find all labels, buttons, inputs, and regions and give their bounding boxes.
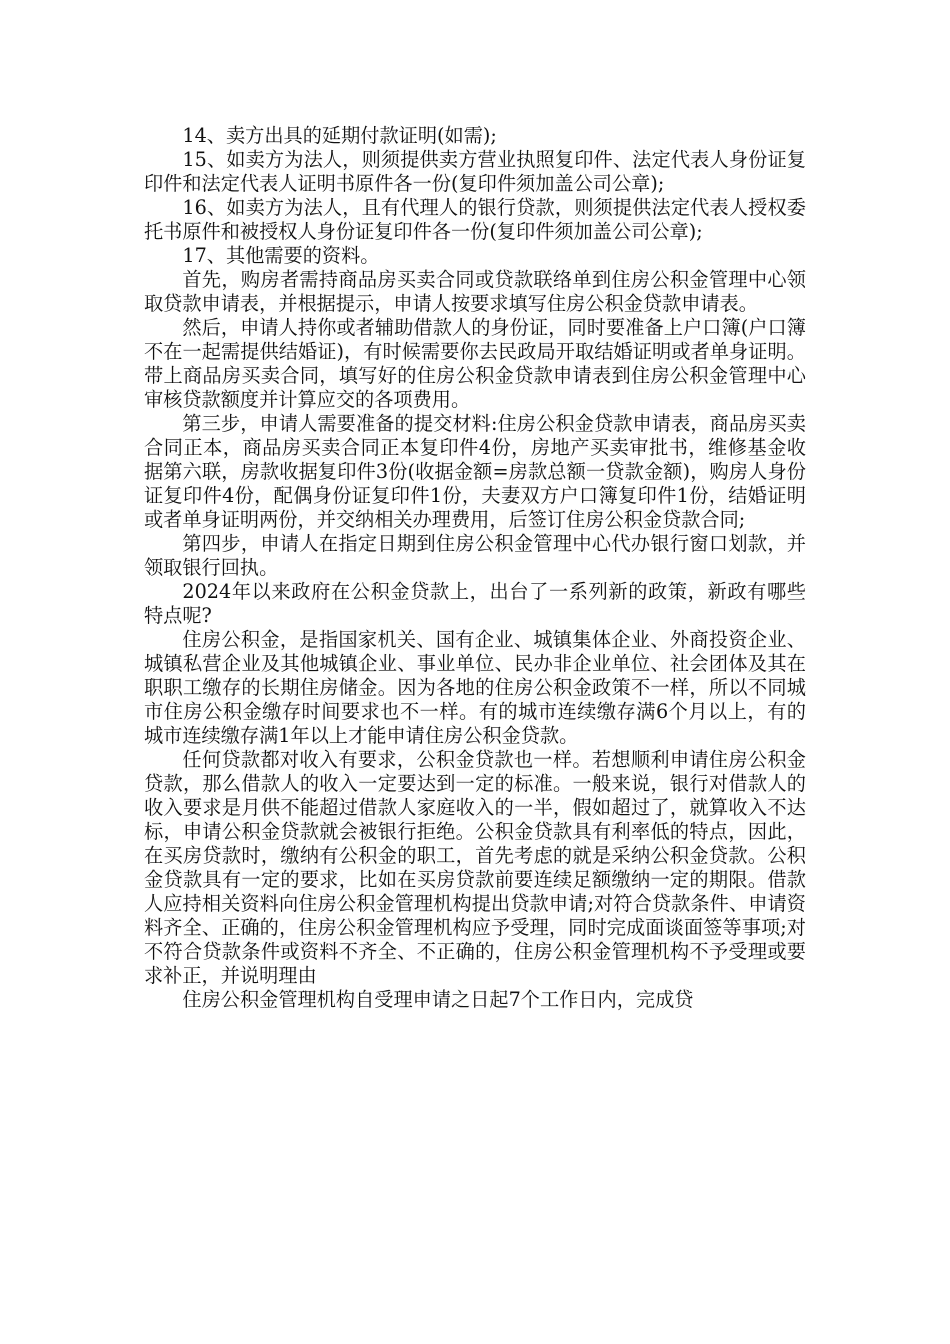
paragraph-step-then: 然后，申请人持你或者辅助借款人的身份证，同时要准备上户口簿(户口簿不在一起需提供结婚证)，有时候需要你去民政局开取结婚证明或者单身证明。带上商品房买卖合同，填写好的住房公积金贷款申请表到住房公积金管理中心审核贷款额度并计算应交的各项费用。 xyxy=(144,316,806,411)
paragraph-step-third: 第三步，申请人需要准备的提交材料:住房公积金贷款申请表，商品房买卖合同正本，商品房买卖合同正本复印件4份，房地产买卖审批书，维修基金收据第六联，房款收据复印件3份(收据金额=房款总额一贷款金额)，购房人身份证复印件4份，配偶身份证复印件1份，夫妻双方户口簿复印件1份，结婚证明或者单身证明两份，并交纳相关办理费用，后签订住房公积金贷款合同; xyxy=(144,412,806,531)
paragraph-item-14: 14、卖方出具的延期付款证明(如需); xyxy=(182,124,497,147)
paragraph-step-first: 首先，购房者需持商品房买卖合同或贷款联络单到住房公积金管理中心领取贷款申请表，并根据提示，申请人按要求填写住房公积金贷款申请表。 xyxy=(144,268,806,315)
paragraph-item-17: 17、其他需要的资料。 xyxy=(182,244,380,267)
paragraph-income-requirement: 任何贷款都对收入有要求，公积金贷款也一样。若想顺利申请住房公积金贷款，那么借款人的收入一定要达到一定的标准。一般来说，银行对借款人的收入要求是月供不能超过借款人家庭收入的一半，假如超过了，就算收入不达标，申请公积金贷款就会被银行拒绝。公积金贷款具有利率低的特点，因此，在买房贷款时，缴纳有公积金的职工，首先考虑的就是采纳公积金贷款。公积金贷款具有一定的要求，比如在买房贷款前要连续足额缴纳一定的期限。借款人应持相关资料向住房公积金管理机构提出贷款申请;对符合贷款条件、申请资料齐全、正确的，住房公积金管理机构应予受理，同时完成面谈面签等事项;对不符合贷款条件或资料不齐全、不正确的，住房公积金管理机构不予受理或要求补正，并说明理由 xyxy=(144,748,806,987)
paragraph-new-policy: 2024年以来政府在公积金贷款上，出台了一系列新的政策，新政有哪些特点呢? xyxy=(144,580,806,627)
paragraph-item-16: 16、如卖方为法人，且有代理人的银行贷款，则须提供法定代表人授权委托书原件和被授权人身份证复印件各一份(复印件须加盖公司公章); xyxy=(144,196,806,243)
paragraph-item-15: 15、如卖方为法人，则须提供卖方营业执照复印件、法定代表人身份证复印件和法定代表人证明书原件各一份(复印件须加盖公司公章); xyxy=(144,148,806,195)
paragraph-step-fourth: 第四步，申请人在指定日期到住房公积金管理中心代办银行窗口划款，并领取银行回执。 xyxy=(144,532,806,579)
document-body xyxy=(144,124,806,1012)
paragraph-housing-fund-definition: 住房公积金，是指国家机关、国有企业、城镇集体企业、外商投资企业、城镇私营企业及其他城镇企业、事业单位、民办非企业单位、社会团体及其在职职工缴存的长期住房储金。因为各地的住房公积金政策不一样，所以不同城市住房公积金缴存时间要求也不一样。有的城市连续缴存满6个月以上，有的城市连续缴存满1年以上才能申请住房公积金贷款。 xyxy=(144,628,806,747)
paragraph-processing-time: 住房公积金管理机构自受理申请之日起7个工作日内，完成贷 xyxy=(182,988,694,1011)
